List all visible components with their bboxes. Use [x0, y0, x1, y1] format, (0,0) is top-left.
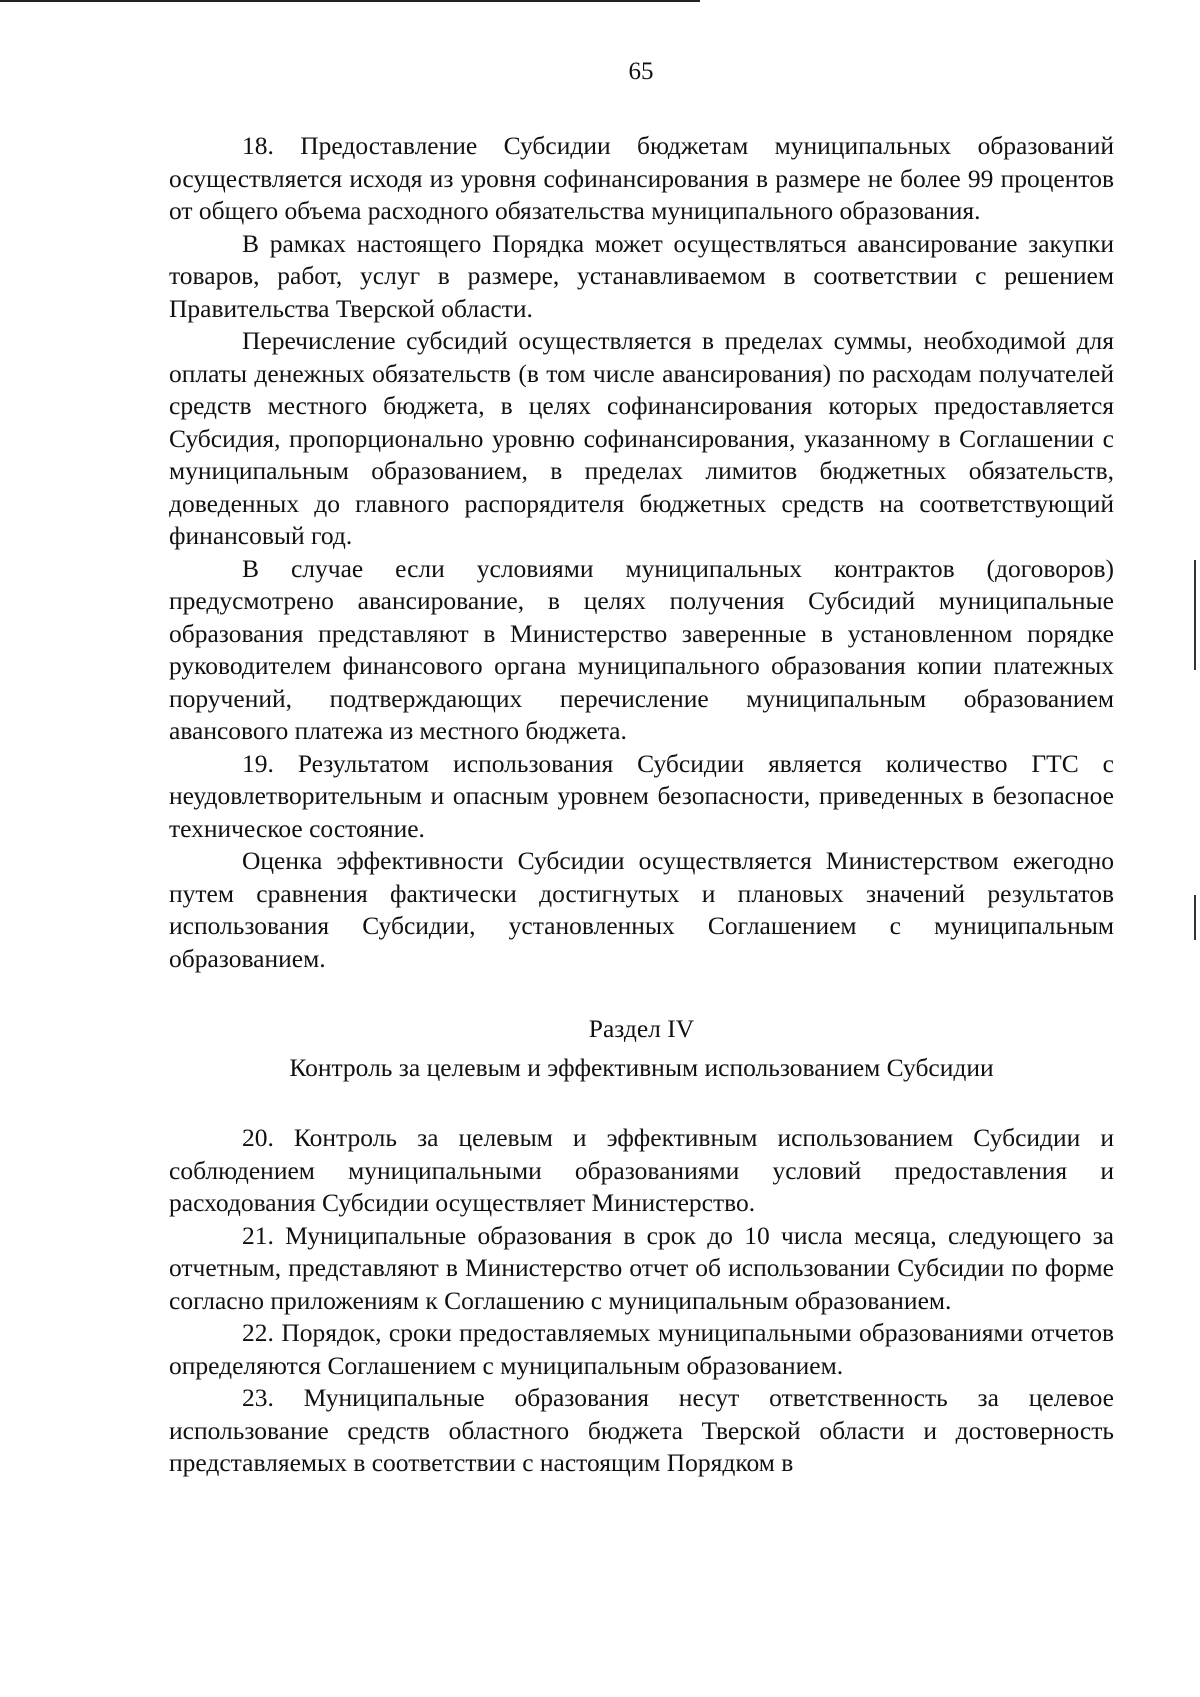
document-body	[169, 130, 1114, 1480]
paragraph-advance-payment: В рамках настоящего Порядка может осуществляться авансирование закупки товаров, работ, услуг в размере, устанавливаемом в соответствии с решением Правительства Тверской области.	[169, 228, 1114, 323]
scan-edge-line	[0, 0, 700, 2]
paragraph-22: 22. Порядок, сроки предоставляемых муниципальными образованиями отчетов определяются Соглашением с муниципальным образованием.	[169, 1318, 1114, 1380]
paragraph-19: 19. Результатом использования Субсидии является количество ГТС с неудовлетворительным и опасным уровнем безопасности, приведенных в безопасное техническое состояние.	[169, 748, 1114, 843]
section-title: Контроль за целевым и эффективным использованием Субсидии	[289, 1052, 994, 1082]
paragraph-23: 23. Муниципальные образования несут ответственность за целевое использование средств областного бюджета Тверской области и достоверность представляемых в соответствии с настоящим Порядком в	[169, 1383, 1114, 1477]
paragraph-20: 20. Контроль за целевым и эффективным использованием Субсидии и соблюдением муниципальными образованиями условий предоставления и расходования Субсидии осуществляет Министерство.	[169, 1123, 1114, 1217]
paragraph-18: 18. Предоставление Субсидии бюджетам муниципальных образований осуществляется исходя из уровня софинансирования в размере не более 99 процентов от общего объема расходного обязательства муниципального образования.	[169, 131, 1114, 225]
paragraph-evaluation: Оценка эффективности Субсидии осуществляется Министерством ежегодно путем сравнения фактически достигнутых и плановых значений результатов использования Субсидии, установленных Соглашением с муниципальным образованием.	[169, 846, 1114, 973]
paragraph-transfer: Перечисление субсидий осуществляется в пределах суммы, необходимой для оплаты денежных обязательств (в том числе авансирования) по расходам получателей средств местного бюджета, в целях софинансирования которых предоставляется Субсидия, пропорционально уровню софинансирования, указанному в Соглашении с муниципальным образованием, в пределах лимитов бюджетных обязательств, доведенных до главного распорядителя бюджетных средств на соответствующий финансовый год.	[169, 326, 1114, 550]
page-number: 65	[628, 58, 654, 85]
paragraph-21: 21. Муниципальные образования в срок до 10 числа месяца, следующего за отчетным, представляют в Министерство отчет об использовании Субсидии по форме согласно приложениям к Соглашению с муниципальным образованием.	[169, 1220, 1114, 1315]
paragraph-contracts: В случае если условиями муниципальных контрактов (договоров) предусмотрено авансирование, в целях получения Субсидий муниципальные образования представляют в Министерство заверенные в установленном порядке руководителем финансового органа муниципального образования копии платежных поручений, подтверждающих перечисление муниципальным образованием авансового платежа из местного бюджета.	[169, 553, 1114, 745]
scan-edge-mark	[1194, 560, 1196, 670]
scan-edge-mark	[1194, 895, 1196, 940]
section-label: Раздел IV	[588, 1014, 695, 1043]
